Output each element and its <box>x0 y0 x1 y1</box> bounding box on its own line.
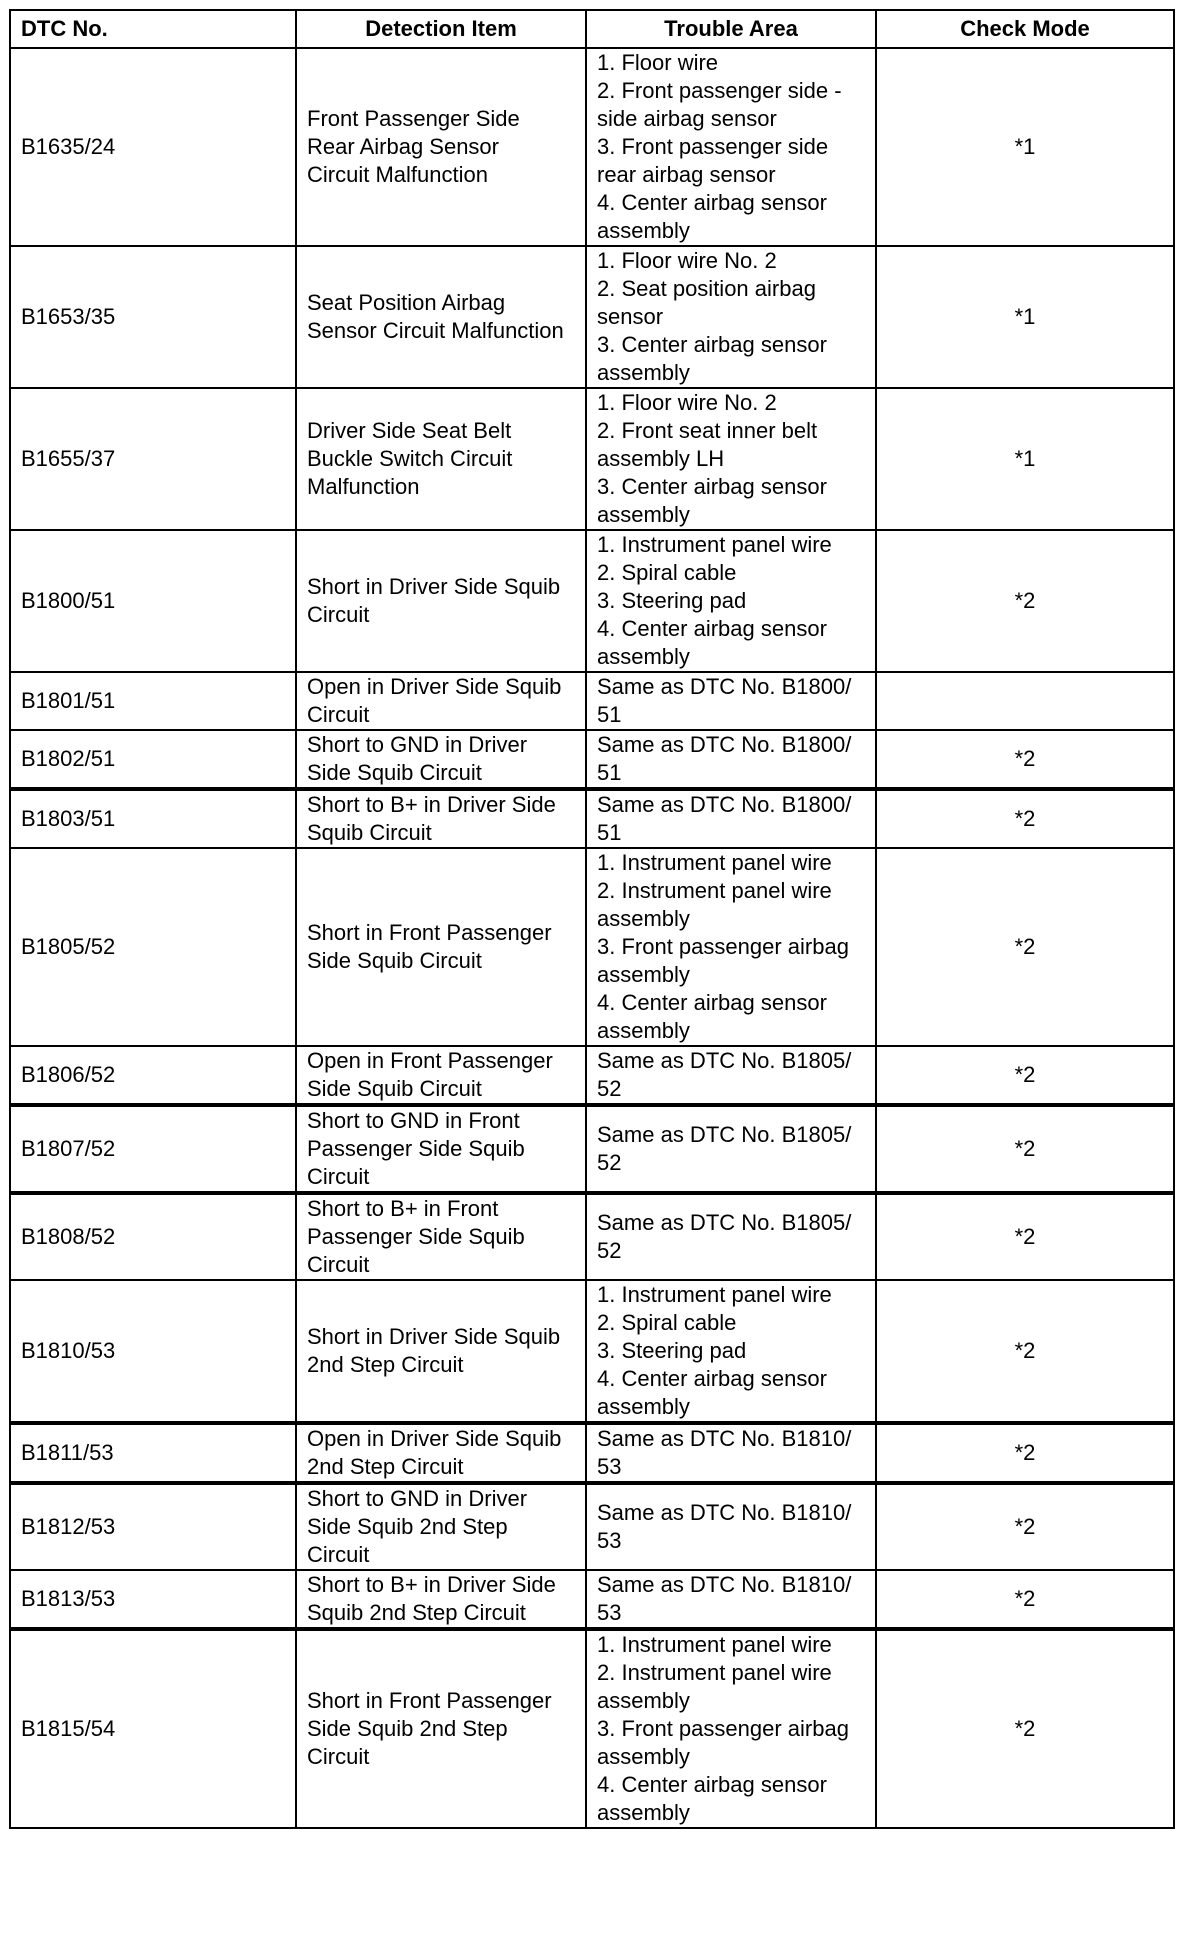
detection-item-cell <box>296 246 586 388</box>
dtc-cell: B1803/51 <box>10 789 296 848</box>
detection-item-line: Side Squib 2nd Step <box>307 1514 508 1539</box>
check-mode-cell: *1 <box>876 246 1174 388</box>
trouble-area-cell <box>586 1046 876 1105</box>
detection-item-line: Squib Circuit <box>307 820 432 845</box>
table-row <box>10 1423 1174 1483</box>
dtc-table-container <box>9 9 1173 1829</box>
trouble-area-cell <box>586 1423 876 1483</box>
detection-item-line: Short to B+ in Front <box>307 1196 499 1221</box>
detection-item-line: 2nd Step Circuit <box>307 1454 464 1479</box>
detection-item-cell <box>296 1483 586 1570</box>
trouble-area-line: 2. Front passenger side - <box>597 78 842 103</box>
trouble-area-line: 1. Instrument panel wire <box>597 532 832 557</box>
detection-item-line: Driver Side Seat Belt <box>307 418 512 443</box>
table-row <box>10 48 1174 246</box>
trouble-area-line: 4. Center airbag sensor <box>597 616 827 641</box>
check-mode-cell: *2 <box>876 730 1174 789</box>
trouble-area-line: 4. Center airbag sensor <box>597 990 827 1015</box>
trouble-area-line: 53 <box>597 1454 622 1479</box>
detection-item-line: Short in Front Passenger <box>307 920 552 945</box>
trouble-area-line: 3. Front passenger airbag <box>597 1716 849 1741</box>
detection-item-line: Short in Front Passenger <box>307 1688 552 1713</box>
check-mode-cell: *2 <box>876 1570 1174 1629</box>
trouble-area-line: 3. Steering pad <box>597 1338 747 1363</box>
trouble-area-line: 1. Instrument panel wire <box>597 1632 832 1657</box>
detection-item-cell <box>296 730 586 789</box>
trouble-area-line: 2. Instrument panel wire <box>597 1660 832 1685</box>
check-mode-cell: *2 <box>876 1193 1174 1280</box>
table-row <box>10 730 1174 789</box>
trouble-area-line: 3. Front passenger airbag <box>597 934 849 959</box>
trouble-area-line: 2. Seat position airbag <box>597 276 816 301</box>
table-row <box>10 246 1174 388</box>
detection-item-cell <box>296 388 586 530</box>
table-row <box>10 1570 1174 1629</box>
trouble-area-line: Same as DTC No. B1800/ <box>597 732 852 757</box>
detection-item-line: Circuit Malfunction <box>307 162 488 187</box>
dtc-cell: B1812/53 <box>10 1483 296 1570</box>
trouble-area-cell <box>586 388 876 530</box>
detection-item-line: Seat Position Airbag <box>307 290 506 315</box>
trouble-area-line: assembly <box>597 906 690 931</box>
check-mode-cell: *2 <box>876 1105 1174 1193</box>
table-row <box>10 1280 1174 1423</box>
trouble-area-line: 51 <box>597 702 622 727</box>
header-check-mode: Check Mode <box>876 10 1174 48</box>
trouble-area-line: assembly <box>597 1688 690 1713</box>
dtc-cell: B1807/52 <box>10 1105 296 1193</box>
detection-item-cell <box>296 1105 586 1193</box>
check-mode-cell: *2 <box>876 530 1174 672</box>
check-mode-cell: *2 <box>876 848 1174 1046</box>
trouble-area-line: side airbag sensor <box>597 106 777 131</box>
dtc-cell: B1813/53 <box>10 1570 296 1629</box>
detection-item-line: Passenger Side Squib <box>307 1224 525 1249</box>
detection-item-line: 2nd Step Circuit <box>307 1352 464 1377</box>
trouble-area-line: 1. Floor wire <box>597 50 719 75</box>
trouble-area-line: Same as DTC No. B1800/ <box>597 792 852 817</box>
trouble-area-line: 2. Instrument panel wire <box>597 878 832 903</box>
detection-item-cell <box>296 1193 586 1280</box>
trouble-area-line: 4. Center airbag sensor <box>597 190 827 215</box>
trouble-area-line: assembly <box>597 962 690 987</box>
trouble-area-cell <box>586 848 876 1046</box>
trouble-area-cell <box>586 1105 876 1193</box>
detection-item-line: Circuit <box>307 702 370 727</box>
detection-item-cell <box>296 789 586 848</box>
trouble-area-line: assembly <box>597 360 690 385</box>
detection-item-line: Circuit <box>307 1252 370 1277</box>
check-mode-cell: *1 <box>876 388 1174 530</box>
trouble-area-line: assembly <box>597 502 690 527</box>
detection-item-line: Rear Airbag Sensor <box>307 134 499 159</box>
check-mode-cell: *2 <box>876 1046 1174 1105</box>
trouble-area-line: 4. Center airbag sensor <box>597 1366 827 1391</box>
trouble-area-line: 53 <box>597 1528 622 1553</box>
detection-item-cell <box>296 1570 586 1629</box>
detection-item-line: Short to GND in Driver <box>307 732 528 757</box>
trouble-area-line: 2. Front seat inner belt <box>597 418 818 443</box>
dtc-cell: B1808/52 <box>10 1193 296 1280</box>
trouble-area-cell <box>586 1280 876 1423</box>
dtc-cell: B1811/53 <box>10 1423 296 1483</box>
detection-item-cell <box>296 1423 586 1483</box>
trouble-area-line: assembly <box>597 1394 690 1419</box>
detection-item-line: Front Passenger Side <box>307 106 520 131</box>
table-row <box>10 672 1174 730</box>
table-body <box>10 48 1174 1828</box>
detection-item-line: Side Squib Circuit <box>307 1076 482 1101</box>
detection-item-line: Open in Driver Side Squib <box>307 1426 562 1451</box>
trouble-area-line: Same as DTC No. B1805/ <box>597 1210 852 1235</box>
check-mode-cell: *2 <box>876 789 1174 848</box>
trouble-area-line: 52 <box>597 1150 622 1175</box>
table-row <box>10 530 1174 672</box>
dtc-cell: B1635/24 <box>10 48 296 246</box>
trouble-area-cell <box>586 1629 876 1828</box>
dtc-cell: B1655/37 <box>10 388 296 530</box>
detection-item-line: Short to GND in Front <box>307 1108 520 1133</box>
dtc-cell: B1810/53 <box>10 1280 296 1423</box>
detection-item-line: Short to B+ in Driver Side <box>307 792 556 817</box>
trouble-area-cell <box>586 672 876 730</box>
detection-item-line: Malfunction <box>307 474 420 499</box>
trouble-area-cell <box>586 48 876 246</box>
trouble-area-cell <box>586 530 876 672</box>
trouble-area-line: 52 <box>597 1238 622 1263</box>
check-mode-cell: *1 <box>876 48 1174 246</box>
trouble-area-cell <box>586 1483 876 1570</box>
table-row <box>10 1105 1174 1193</box>
trouble-area-line: Same as DTC No. B1805/ <box>597 1122 852 1147</box>
trouble-area-line: assembly <box>597 1018 690 1043</box>
header-dtc-no: DTC No. <box>10 10 296 48</box>
detection-item-cell <box>296 672 586 730</box>
detection-item-line: Short in Driver Side Squib <box>307 574 561 599</box>
detection-item-line: Short to B+ in Driver Side <box>307 1572 556 1597</box>
dtc-table <box>9 9 1175 1829</box>
trouble-area-line: assembly LH <box>597 446 725 471</box>
trouble-area-line: Same as DTC No. B1805/ <box>597 1048 852 1073</box>
detection-item-cell <box>296 530 586 672</box>
detection-item-line: Buckle Switch Circuit <box>307 446 513 471</box>
table-row <box>10 789 1174 848</box>
table-row <box>10 1046 1174 1105</box>
trouble-area-line: 1. Floor wire No. 2 <box>597 248 777 273</box>
check-mode-cell: *2 <box>876 1483 1174 1570</box>
dtc-cell: B1802/51 <box>10 730 296 789</box>
detection-item-line: Circuit <box>307 1164 370 1189</box>
trouble-area-cell <box>586 1193 876 1280</box>
header-detection-item: Detection Item <box>296 10 586 48</box>
trouble-area-line: assembly <box>597 1744 690 1769</box>
detection-item-line: Sensor Circuit Malfunction <box>307 318 564 343</box>
table-row <box>10 388 1174 530</box>
trouble-area-line: 4. Center airbag sensor <box>597 1772 827 1797</box>
trouble-area-line: 53 <box>597 1600 622 1625</box>
detection-item-line: Short to GND in Driver <box>307 1486 528 1511</box>
trouble-area-line: Same as DTC No. B1810/ <box>597 1572 852 1597</box>
trouble-area-line: Same as DTC No. B1810/ <box>597 1426 852 1451</box>
detection-item-line: Circuit <box>307 602 370 627</box>
trouble-area-cell <box>586 1570 876 1629</box>
trouble-area-line: sensor <box>597 304 664 329</box>
trouble-area-line: assembly <box>597 1800 690 1825</box>
check-mode-cell: *2 <box>876 1629 1174 1828</box>
detection-item-cell <box>296 48 586 246</box>
detection-item-line: Open in Front Passenger <box>307 1048 553 1073</box>
detection-item-line: Side Squib Circuit <box>307 948 482 973</box>
dtc-cell: B1800/51 <box>10 530 296 672</box>
detection-item-line: Passenger Side Squib <box>307 1136 525 1161</box>
trouble-area-line: 1. Instrument panel wire <box>597 850 832 875</box>
detection-item-line: Side Squib Circuit <box>307 760 482 785</box>
detection-item-cell <box>296 848 586 1046</box>
trouble-area-line: assembly <box>597 218 690 243</box>
detection-item-line: Circuit <box>307 1744 370 1769</box>
dtc-cell: B1815/54 <box>10 1629 296 1828</box>
trouble-area-line: 51 <box>597 820 622 845</box>
check-mode-cell <box>876 672 1174 730</box>
table-header-row <box>10 10 1174 48</box>
trouble-area-cell <box>586 730 876 789</box>
detection-item-line: Side Squib 2nd Step <box>307 1716 508 1741</box>
detection-item-cell <box>296 1629 586 1828</box>
dtc-cell: B1805/52 <box>10 848 296 1046</box>
trouble-area-line: Same as DTC No. B1800/ <box>597 674 852 699</box>
trouble-area-line: 2. Spiral cable <box>597 560 737 585</box>
trouble-area-line: 2. Spiral cable <box>597 1310 737 1335</box>
table-row <box>10 1483 1174 1570</box>
trouble-area-line: 1. Instrument panel wire <box>597 1282 832 1307</box>
detection-item-line: Squib 2nd Step Circuit <box>307 1600 526 1625</box>
detection-item-line: Short in Driver Side Squib <box>307 1324 561 1349</box>
table-row <box>10 848 1174 1046</box>
trouble-area-line: Same as DTC No. B1810/ <box>597 1500 852 1525</box>
header-trouble-area: Trouble Area <box>586 10 876 48</box>
trouble-area-line: 3. Center airbag sensor <box>597 332 827 357</box>
trouble-area-line: 3. Front passenger side <box>597 134 829 159</box>
trouble-area-line: 51 <box>597 760 622 785</box>
trouble-area-cell <box>586 246 876 388</box>
dtc-cell: B1806/52 <box>10 1046 296 1105</box>
trouble-area-line: 3. Steering pad <box>597 588 747 613</box>
detection-item-line: Circuit <box>307 1542 370 1567</box>
table-row <box>10 1193 1174 1280</box>
trouble-area-line: 52 <box>597 1076 622 1101</box>
dtc-cell: B1653/35 <box>10 246 296 388</box>
check-mode-cell: *2 <box>876 1423 1174 1483</box>
trouble-area-cell <box>586 789 876 848</box>
detection-item-line: Open in Driver Side Squib <box>307 674 562 699</box>
check-mode-cell: *2 <box>876 1280 1174 1423</box>
trouble-area-line: 3. Center airbag sensor <box>597 474 827 499</box>
table-row <box>10 1629 1174 1828</box>
trouble-area-line: rear airbag sensor <box>597 162 776 187</box>
detection-item-cell <box>296 1280 586 1423</box>
trouble-area-line: assembly <box>597 644 690 669</box>
dtc-cell: B1801/51 <box>10 672 296 730</box>
detection-item-cell <box>296 1046 586 1105</box>
trouble-area-line: 1. Floor wire No. 2 <box>597 390 777 415</box>
